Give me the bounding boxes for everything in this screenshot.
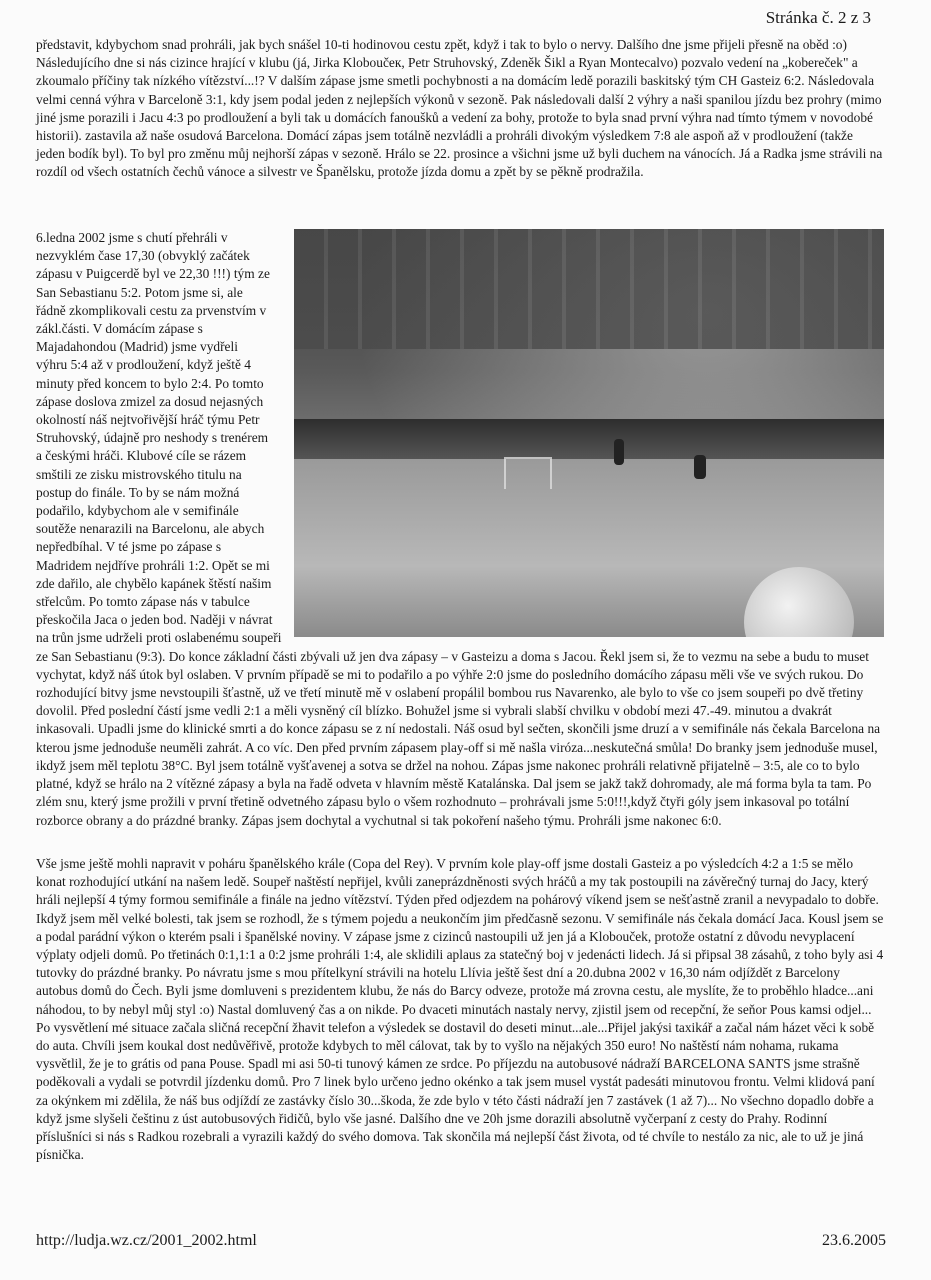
hockey-player [614, 439, 624, 465]
ice-hockey-photo [294, 229, 884, 637]
paragraph-3: Vše jsme ještě mohli napravit v poháru španělského krále (Copa del Rey). V prvním kole play-off jsme dostali Gasteiz a po výsledcích 4:2 a 1:5 se mělo konat rozhodující utkání na našem ledě. Soupeř naštěstí nepřijel, kvůli zaneprázdněnosti svých hráčů a my tak postoupili na závěrečný turnaj do Jacy, který hráli nejlepší 4 týmy formou semifinále a finále na jedno vítězství. Týden před odjezdem na pohárový víkend jsem se nešťastně zranil a nevypadalo to dobře. Ikdyž jsem měl velké bolesti, tak jsem se rozhodl, že s týmem pojedu a neukončím jim předčasně sezonu. V semifinále nás čekala domácí Jaca. Kousl jsem se a podal parádní výkon o kterém psali i španělské noviny. V zápase jsme z cizinců nastoupili už jen já a Kloboučеk, protože ostatní z důvodu nevyplacení výplaty odjeli domů. Po třetinách 0:1,1:1 a 0:2 jsme prohráli 1:4, ale sklidili aplaus za statečný boj v jedenácti lidech. Já si připsal 38 zásahů, z toho byly asi 4 tutovky do prázdné branky. Po návratu jsme s mou přítelkyní strávili na hotelu Llívia ještě šest dní a 20.dubna 2002 v 16,30 nám odjíždět z Barcelony autobus domů do Čech. Byli jsme domluveni s prezidentem klubu, že nás do Barcy odveze, protože má zrovna cestu, ale myslíte, že to proběhlo hladce...ani náhodou, to by nebyl můj styl :o) Nastal domluvený čas a on nikde. Po dvaceti minutách nastaly nervy, zjistil jsem od recepční, že seňor Pous kamsi odjel... Po vysvětlení mé situace začala sličná recepční žhavit telefon a výsledek se dostavil do deseti minut...ale...Přijel jakýsi taxikář a začal nám házet věci k sobě do auta. Chvíli jsem koukal dost nedůvěřivě, protože kdybych to měl cálovat, tak by to vyšlo na nějakých 350 euro! No naštěstí nám nohama, rukama vysvětlil, že je to grátis od pana Pouse. Spadl mi asi 50-ti tunový kámen ze srdce. Po příjezdu na autobusové nádraží BARCELONA SANTS jsme strašně poděkovali a vydali se potvrdil jízdenku domů. Pro 7 linek bylo určeno jedno okénko a tak jsem musel vystát padesáti minutovou frontu. Velmi klidová paní za okýnkem mi zdělila, že náš bus odjíždí ze zastávky číslo 30...škoda, že zde bylo v této části nádraží jen 7 zastávek (1 až 7)... No všechno dopadlo dobře a když jsme slyšeli češtinu z úst autobusových řidičů, bylo vše jasné. Dalšího dne ve 20h jsme dorazili absolutně vyčerpaní z cesty do Prahy. Rodinní příslušníci si nás s Radkou rozebrali a vyrazili každý do svého domova. Tak skončila má nejlepší část života, od té chvíle to nestálo za nic, ale to už je jiná písnička. [36, 856, 884, 1163]
paragraph-2-continued-text: přeskočila Jaca o jeden bod. Naději v návrat na trůn jsme udrželi proti oslabenému soupeři ze San Sebastianu (9:3). Do konce základní části zbývali už jen dva zápasy – v Gasteizu a doma s Jacou. Řekl jsem si, že to vezmu na sebe a budu to muset vychytat, když náš útok byl oslaben. V prvním případě se mi to podařilo a po výhře 2:0 jsme do posledního domácího zápasu měli vše ve svých rukou. Do rozhodující bitvy jsme nevstoupili šťastně, už ve třetí minutě mě v oslabení propálil bombou rus Navarenko, ale bylo to vše co jsem soupeři po dvě třetiny dovolil. Před poslední částí jsme vedli 2:1 a měli vysněný cíl blízko. Bohužel jsme si vybrali slabší chvilku v období mezi 47.-49. minutou a dvakrát inkasovali. Upadli jsme do klinické smrti a do konce zápasu se z ní nedostali. Náš osud byl sečten, skončili jsme druzí a v semifinále nás čekala Barcelona na kterou jsme jednoduše neuměli zahrát. A co víc. Den před prvním zápasem play-off si mě našla viróza...neskutečná smůla! Do branky jsem jednoduše musel, ikdyž jsem měl teplotu 38°C. Byl jsem totálně vyšťavenej a sotva se držel na nohou. Zápas jsme nakonec prohráli relativně přijatelně – 3:5, ale co to bylo platné, když se hrálo na 2 vítězné zápasy a byla na řadě odveta v hlavním městě Katalánska. Dal jsem se jakž takž dohromady, ale má forma byla ta tam. Po zlém snu, který jsme prožili v první třetině odvetného zápasu bylo o všem rozhodnuto – prohrávali jsme 5:0!!!,když čtyři góly jsem inkasoval po totální rozborce obrany a do prázdné branky. Zápas jsem dochytal a vychutnal si tak pokoření našeho týmu. Prohráli jsme nakonec 6:0. [36, 612, 881, 828]
footer-url-link[interactable]: http://ludja.wz.cz/2001_2002.html [36, 1232, 257, 1249]
page-number: Stránka č. 2 z 3 [765, 8, 871, 27]
rink-boards [294, 419, 884, 459]
hockey-goal [504, 457, 552, 489]
paragraph-2 [36, 229, 884, 830]
paragraph-1: představit, kdybychom snad prohráli, jak bych snášel 10-ti hodinovou cestu zpět, když i tak to bylo o nervy. Dalšího dne jsme přijeli přesně na oběd :o) Následujícího dne si nás cizince hrající v klubu (já, Jirka Kloboučeк, Petr Struhovský, Zdeněk Šikl a Ryan Montecalvo) pozvalo vedení na „kobereček" a zkoumalo příčiny tak nízkého vítězství...!? V dalším zápase jsme smetli pochybnosti a na domácím ledě porazili baskitský tým CH Gasteiz 6:2. Následovala velmi cenná výhra v Barceloně 3:1, kdy jsem podal jeden z nejlepších výkonů v sezoně. Pak následovali další 2 výhry a naši spanilou jízdu bez prohry (mimo jiné jsme porazili i Jacu 4:3 po prodloužení a byli tak u domácích fanoušků a vedení za bohy, protože to byla snad první výhra nad tímto týmem v novodobé historii). zastavila až naše osudová Barcelona. Domácí zápas jsem totálně nezvládli a prohráli divokým výsledkem 7:8 ale aspoň až v prodloužení (takže jeden bodík byl). To byl pro změnu můj nejhorší zápas v sezoně. Hrálo se 22. prosince a všichni jsme už byli duchem na vánocích. Já a Radka jsme strávili na rozdíl od všech ostatních čechů vánoce a silvestr ve Španělsku, protože jízda domu a zpět by se pěkně prodražila. [36, 37, 883, 180]
arena-ceiling [294, 229, 884, 349]
paragraph-2-left-text: 6.ledna 2002 jsme s chutí přehráli v nezvyklém čase 17,30 (obvyklý začátek zápasu v Puigcerdě byl ve 22,30 !!!) tým ze San Sebastianu 5:2. Potom jsme si, ale řádně zkomplikovali cestu za prvenstvím v zákl.části. V domácím zápase s Majadahondou (Madrid) jsme vydřeli výhru 5:4 až v prodloužení, když ještě 4 minuty před koncem to bylo 2:4. Po tomto zápase doslova zmizel za dosud nejasných okolností náš nejtvořivější hráč týmu Petr Struhovský, údajně pro neshody s trenérem a českými hráči. Klubové cíle se rázem smštili ze zisku mistrovského titulu na postup do finále. To by se nám možná podařilo, kdybychom ale v semifinále soutěže nenarazili na Barcelonu, ale abych nepředbíhal. V té jsme po zápase s Madridem nejdříve prohráli 1:2. Opět se mi zde dařilo, ale chybělo kapánek štěstí našim střelcům. Po tomto zápase nás v tabulce [36, 230, 272, 610]
footer-date: 23.6.2005 [822, 1232, 886, 1249]
hockey-player [694, 455, 706, 479]
